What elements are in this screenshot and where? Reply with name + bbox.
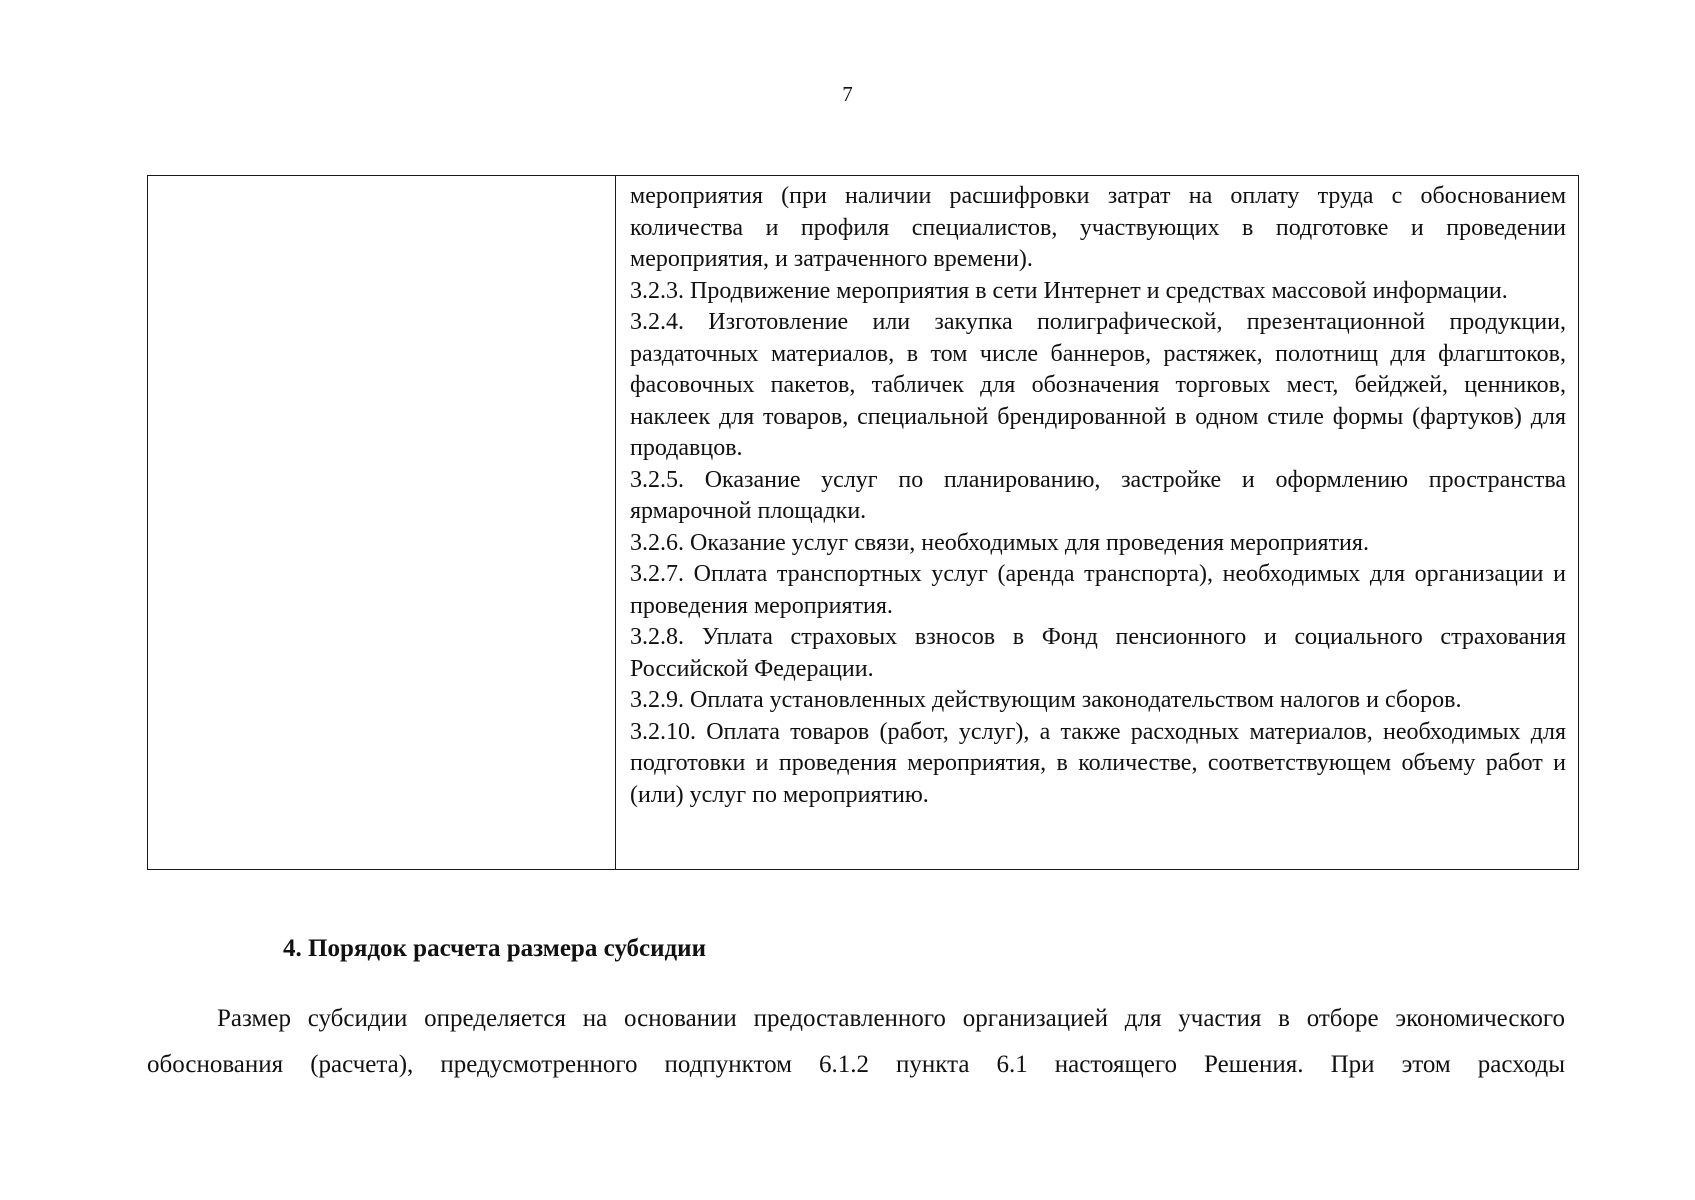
table-paragraph-3-2-4: 3.2.4. Изготовление или закупка полиграфической, презентационной продукции, раздаточных материалов, в том числе баннеров, растяжек, полотнищ для флагштоков, фасовочных пакетов, табличек для обозначения торговых мест, бейджей, ценников, наклеек для товаров, специальной брендированной в одном стиле формы (фартуков) для продавцов. bbox=[630, 309, 1566, 461]
table-row bbox=[148, 176, 1579, 870]
table-paragraph-3-2-6: 3.2.6. Оказание услуг связи, необходимых для проведения мероприятия. bbox=[630, 529, 1369, 556]
table-paragraph-3-2-8: 3.2.8. Уплата страховых взносов в Фонд пенсионного и социального страхования Российской Федерации. bbox=[630, 624, 1566, 682]
table-paragraph-3-2-9: 3.2.9. Оплата установленных действующим законодательством налогов и сборов. bbox=[630, 687, 1462, 713]
page-number: 7 bbox=[842, 82, 853, 106]
table-paragraph-3-2-5: 3.2.5. Оказание услуг по планированию, застройке и оформлению пространства ярмарочной площадки. bbox=[630, 466, 1566, 524]
table-cell-left-empty bbox=[148, 176, 616, 870]
table-paragraph-3-2-10: 3.2.10. Оплата товаров (работ, услуг), а также расходных материалов, необходимых для подготовки и проведения мероприятия, в количестве, соответствующем объему работ и (или) услуг по мероприятию. bbox=[630, 718, 1566, 808]
table-cell-text bbox=[630, 181, 1566, 811]
continuation-table bbox=[147, 175, 1579, 870]
section-heading: 4. Порядок расчета размера субсидии bbox=[283, 935, 706, 962]
table-cell-right bbox=[616, 176, 1579, 870]
body-paragraph: Размер субсидии определяется на основании предоставленного организацией для участия в отборе экономического обоснования (расчета), предусмотренного подпунктом 6.1.2 пункта 6.1 настоящего Решения. При этом расходы bbox=[147, 1005, 1565, 1078]
table-paragraph: мероприятия (при наличии расшифровки затрат на оплату труда с обоснованием количества и профиля специалистов, участвующих в подготовке и проведении мероприятия, и затраченного времени). bbox=[630, 183, 1566, 272]
table-paragraph-3-2-3: 3.2.3. Продвижение мероприятия в сети Интернет и средствах массовой информации. bbox=[630, 277, 1508, 304]
table-paragraph-3-2-7: 3.2.7. Оплата транспортных услуг (аренда транспорта), необходимых для организации и проведения мероприятия. bbox=[630, 561, 1566, 619]
